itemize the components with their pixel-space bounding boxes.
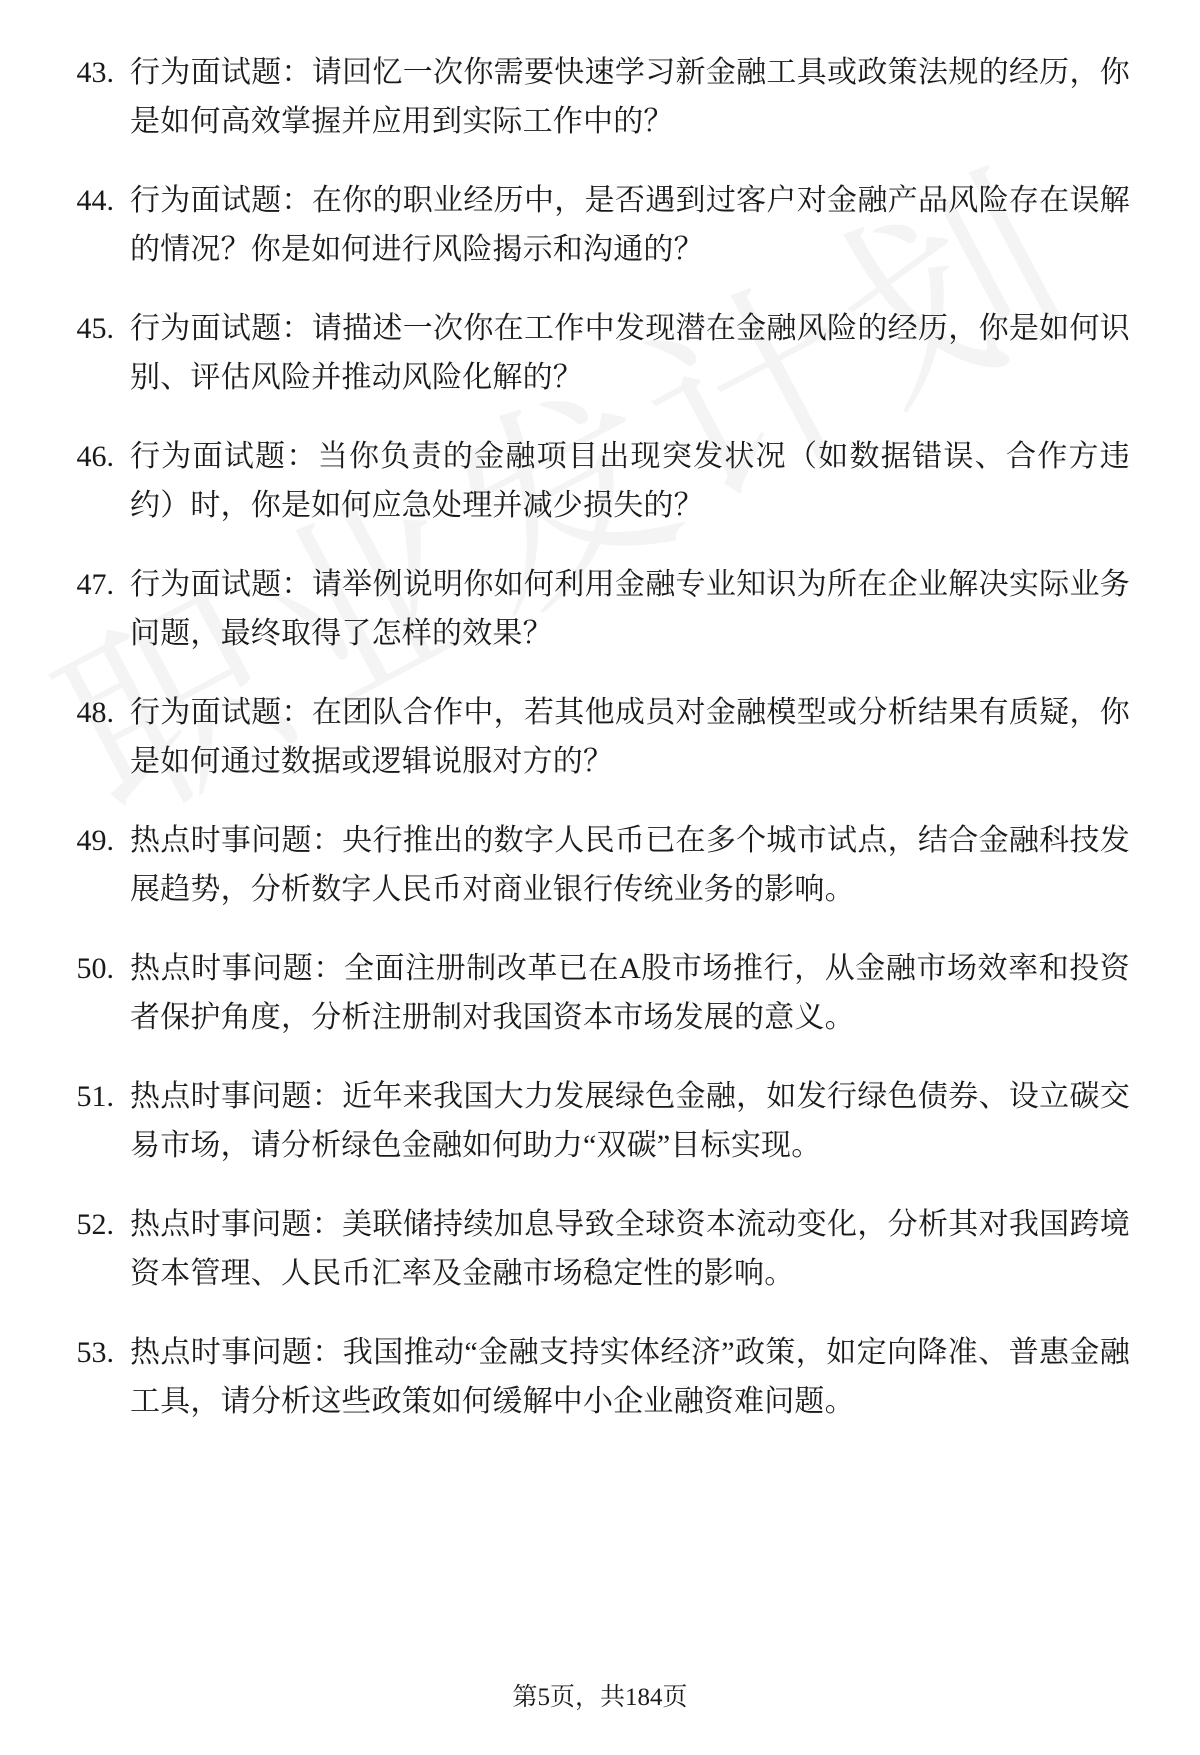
list-item (52, 1072, 1130, 1170)
question-number: 44. (76, 184, 114, 217)
list-item (52, 176, 1130, 274)
question-number: 43. (76, 56, 114, 89)
question-number: 45. (76, 312, 114, 345)
list-item (52, 1328, 1130, 1426)
list-item (52, 48, 1130, 146)
question-list (52, 48, 1130, 1426)
question-number: 51. (76, 1080, 114, 1113)
question-text: 行为面试题：请举例说明你如何利用金融专业知识为所在企业解决实际业务问题，最终取得了怎样的效果？ (130, 568, 1130, 650)
list-item (52, 560, 1130, 658)
page-footer: 第5页，共184页 (512, 1684, 688, 1711)
question-number: 52. (76, 1208, 114, 1241)
question-text: 热点时事问题：全面注册制改革已在A股市场推行，从金融市场效率和投资者保护角度，分析注册制对我国资本市场发展的意义。 (130, 952, 1130, 1034)
list-item (52, 816, 1130, 914)
question-number: 53. (76, 1336, 114, 1369)
question-number: 46. (76, 440, 114, 473)
question-number: 50. (76, 952, 114, 985)
question-text: 热点时事问题：美联储持续加息导致全球资本流动变化，分析其对我国跨境资本管理、人民币汇率及金融市场稳定性的影响。 (130, 1208, 1130, 1290)
list-item (52, 304, 1130, 402)
list-item (52, 432, 1130, 530)
question-text: 热点时事问题：我国推动“金融支持实体经济”政策，如定向降准、普惠金融工具，请分析这些政策如何缓解中小企业融资难问题。 (130, 1336, 1130, 1418)
list-item (52, 944, 1130, 1042)
list-item (52, 1200, 1130, 1298)
question-text: 行为面试题：在你的职业经历中，是否遇到过客户对金融产品风险存在误解的情况？你是如何进行风险揭示和沟通的？ (130, 184, 1130, 266)
question-text: 行为面试题：请描述一次你在工作中发现潜在金融风险的经历，你是如何识别、评估风险并推动风险化解的？ (130, 312, 1130, 394)
question-text: 行为面试题：当你负责的金融项目出现突发状况（如数据错误、合作方违约）时，你是如何应急处理并减少损失的？ (130, 440, 1130, 522)
question-text: 行为面试题：请回忆一次你需要快速学习新金融工具或政策法规的经历，你是如何高效掌握并应用到实际工作中的？ (130, 56, 1130, 138)
question-text: 热点时事问题：央行推出的数字人民币已在多个城市试点，结合金融科技发展趋势，分析数字人民币对商业银行传统业务的影响。 (130, 824, 1130, 906)
question-number: 48. (76, 696, 114, 729)
question-text: 行为面试题：在团队合作中，若其他成员对金融模型或分析结果有质疑，你是如何通过数据或逻辑说服对方的？ (130, 696, 1130, 778)
question-number: 49. (76, 824, 114, 857)
question-number: 47. (76, 568, 114, 601)
question-text: 热点时事问题：近年来我国大力发展绿色金融，如发行绿色债券、设立碳交易市场，请分析绿色金融如何助力“双碳”目标实现。 (130, 1080, 1130, 1162)
list-item (52, 688, 1130, 786)
